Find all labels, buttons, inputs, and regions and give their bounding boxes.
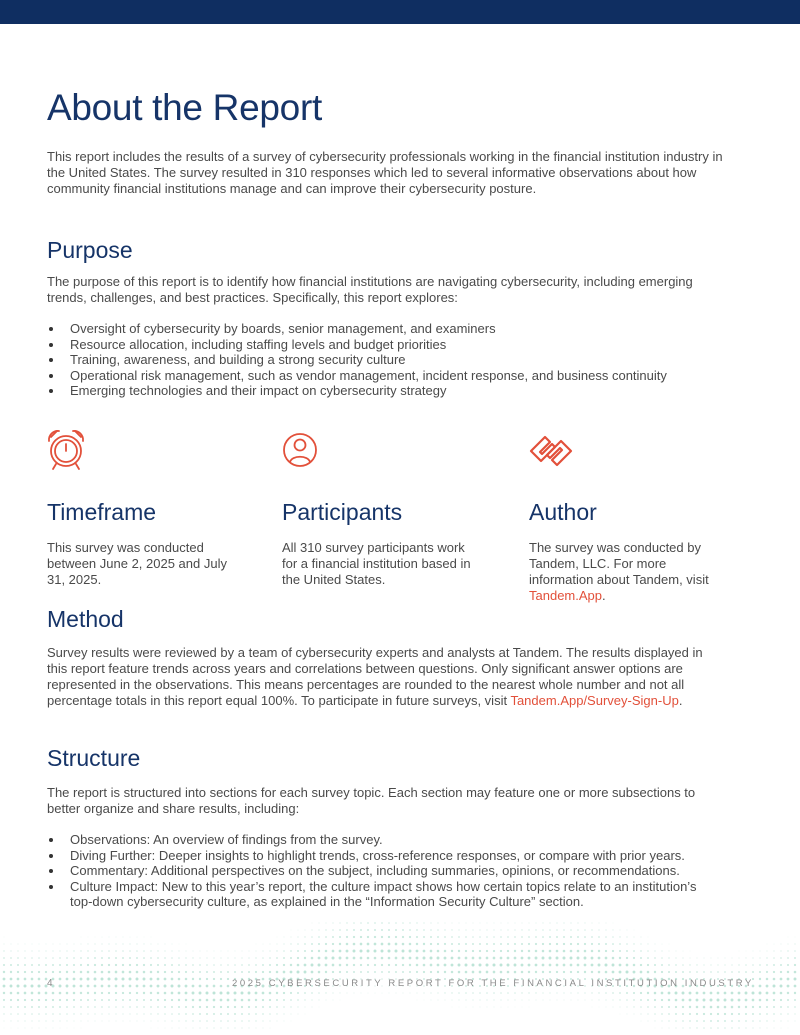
page-title: About the Report <box>47 87 322 128</box>
user-circle-icon <box>282 429 482 473</box>
page-content <box>47 86 747 910</box>
structure-list <box>47 832 747 910</box>
intro-paragraph: This report includes the results of a survey of cybersecurity professionals working in the financial institution industry in the United States. The survey resulted in 310 responses which led to several informative observations about how community financial institutions manage and can improve their cybersecurity posture. <box>47 149 723 196</box>
method-heading: Method <box>47 605 124 632</box>
top-bar <box>0 0 800 24</box>
method-text-before: Survey results were reviewed by a team of cybersecurity experts and analysts at Tandem. The results displayed in this report feature trends across years and correlations between questions. Only significant answer options are represented in the observations. This means percentages are rounded to the nearest whole number and not all percentage totals in this report equal 100%. To participate in future surveys, visit <box>47 644 703 708</box>
author-column <box>529 429 729 604</box>
page-footer <box>0 978 800 992</box>
method-paragraph <box>47 645 717 709</box>
timeframe-heading: Timeframe <box>47 498 157 525</box>
author-text <box>529 540 729 604</box>
author-text-before: The survey was conducted by Tandem, LLC. For more information about Tandem, visit <box>529 539 709 587</box>
tandem-logo-icon <box>529 429 729 473</box>
list-item: Emerging technologies and their impact on cybersecurity strategy <box>47 383 747 399</box>
timeframe-column <box>47 429 247 588</box>
page-number: 4 <box>47 978 53 989</box>
footer-report-name: 2025 CYBERSECURITY REPORT FOR THE FINANCIAL INSTITUTION INDUSTRY <box>231 978 754 989</box>
author-heading: Author <box>529 498 597 525</box>
list-item: Oversight of cybersecurity by boards, senior management, and examiners <box>47 321 747 337</box>
list-item: Resource allocation, including staffing levels and budget priorities <box>47 337 747 353</box>
author-text-after: . <box>602 587 606 603</box>
participants-text: All 310 survey participants work for a financial institution based in the United States. <box>282 539 471 587</box>
purpose-heading: Purpose <box>47 237 133 263</box>
method-text-after: . <box>678 692 683 708</box>
participants-heading: Participants <box>282 498 403 525</box>
list-item: Training, awareness, and building a strong security culture <box>47 352 747 368</box>
participants-column <box>282 429 482 588</box>
purpose-list <box>47 321 747 399</box>
list-item: Operational risk management, such as vendor management, incident response, and business continuity <box>47 368 747 384</box>
structure-paragraph: The report is structured into sections for each survey topic. Each section may feature one or more subsections to better organize and share results, including: <box>47 784 696 816</box>
list-item: Observations: An overview of findings from the survey. <box>47 832 707 848</box>
list-item: Diving Further: Deeper insights to highlight trends, cross-reference responses, or compare with prior years. <box>47 848 707 864</box>
structure-heading: Structure <box>47 744 141 771</box>
timeframe-text: This survey was conducted between June 2, 2025 and July 31, 2025. <box>47 539 227 587</box>
alarm-clock-icon <box>47 429 247 473</box>
survey-sign-up-link[interactable]: Tandem.App/Survey-Sign-Up <box>510 692 679 708</box>
info-columns <box>47 429 747 603</box>
list-item: Culture Impact: New to this year’s report, the culture impact shows how certain topics relate to an institution’s top-down cybersecurity culture, as explained in the “Information Security Culture” section. <box>47 879 707 910</box>
tandem-app-link[interactable]: Tandem.App <box>529 587 602 603</box>
list-item: Commentary: Additional perspectives on the subject, including summaries, opinions, or recommendations. <box>47 863 707 879</box>
purpose-paragraph: The purpose of this report is to identify how financial institutions are navigating cybersecurity, including emerging trends, challenges, and best practices. Specifically, this report explores: <box>47 274 693 305</box>
